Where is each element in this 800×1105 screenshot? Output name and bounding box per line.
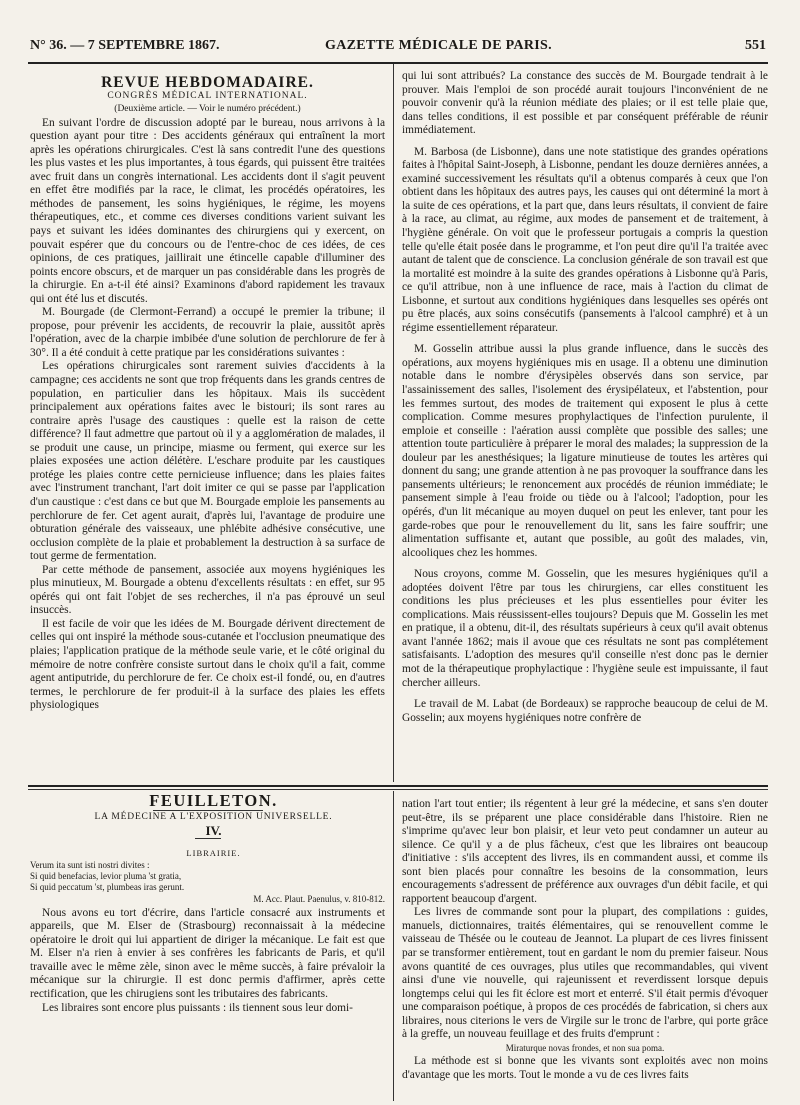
revue-paragraph: M. Barbosa (de Lisbonne), dans une note statistique des grandes opérations faites à l'hôpital Saint-Joseph, à Lisbonne, pendant les douze dernières années, a examiné successivement les résultats qu'il a obtenus comparés à ceux que l'on obtient dans les hôpitaux des autres pays, les causes qui ont déterminé la mort à la suite de ces opérations, et la part que, dans leurs résultats, il convient de faire à la race, au climat, au régime, aux modes de pansement et de traitement, à l'hygiène générale. On voit que le professeur portugais a compris la question telle qu'elle était posée dans le programme, et l'on peut dire qu'il l'a traitée avec autant de talent que de conscience. La conclusion générale de son travail est que la mortalité est moindre à la suite des grandes opérations à Lisbonne qu'à Paris, ce qu'il attribue, non à une influence de race, mais à l'action du climat de Lisbonne, et surtout aux conditions hygiéniques dans lesquelles ses opérés ont pu être placés, aux soins consécutifs (pansements à l'alcool camphré) et à un régime essentiellement réparateur. — [402, 145, 768, 334]
column-divider — [393, 64, 394, 782]
feuilleton-paragraph: Les livres de commande sont pour la plupart, des compilations : guides, manuels, dictionnaires, traités élémentaires, qui se renouvellent comme le vaisseau de Thésée ou le couteau de Jeannot. La plupart de ces livres finissent par se transformer entièrement, tout en gardant le nom du premier faiseur. Nous avons quantité de ces ouvrages, plus utiles que recommandables, qui vivent ainsi d'une vie nouvelle, qui rajeunissent et reverdissent lorsque depuis longtemps celui qui les fit éclore est mort et enterré. S'il était permis d'évoquer une comparaison poétique, à propos de ces procédés de fabrication, si chers aux libraires, nous citerions le vers de Virgile sur le tronc de l'arbre, qui porte grâce à la greffe, un nouveau feuillage et des fruits d'emprunt : — [402, 906, 768, 1041]
feuilleton-section: LA MÉDECINE A L'EXPOSITION UNIVERSELLE. — [94, 811, 333, 822]
feuilleton-left-column — [30, 794, 385, 1099]
revue-note: (Deuxième article. — Voir le numéro précédent.) — [114, 104, 301, 115]
feuilleton-paragraph: Nous avons eu tort d'écrire, dans l'article consacré aux instruments et appareils, que M. Elser de (Strasbourg) reconnaissait à la médecine opératoire le droit qui lui appartient de diriger la mécanique. Le fait est que M. Elser n'a rien à envier à ses confrères les fabricants de Paris, et qu'il travaille avec le même zèle, sinon avec le même succès, à faire prévaloir la mécanique sur la chirurgie. Il est donc permis d'affirmer, après cette rectification, que les chirugiens sont les tributaires des fabricants. — [30, 906, 385, 1001]
feuilleton-subtitle: LIBRAIRIE. — [186, 847, 241, 858]
feuilleton-number: IV. — [205, 823, 222, 839]
column-divider-bottom — [393, 791, 394, 1101]
revue-paragraph: M. Gosselin attribue aussi la plus grande influence, dans le succès des opérations, aux moyens hygiéniques mis en usage. Il a obtenu une diminution notable dans le nombre d'érysipèles observés dans son service, par l'assainissement des salles, l'isolement des érysipélateux, et l'abstention, pour les femmes surtout, des modes de traitement qui exposent le plus à cette complication. Comme mesures prophylactiques de l'infection purulente, il emploie et conseille : l'aération aussi complète que possible des salles; une attention toute particulière à préparer le moral des malades; la suppression de la douleur par les anesthésiques; la ligature minutieuse de toutes les artères qui donnent du sang; une grande attention à ne pas provoquer la souffrance dans les pansements ultérieurs; le renoncement aux procédés de réunion immédiate; le pansement simple à l'eau froide ou tiède ou à l'alcool; l'adoption, pour les opérés, d'un lit mécanique au moyen duquel on peut les enlever, tant pour les garde-robes que pour le renouvellement du lit, sans les faire souffrir; une alimentation suffisante et, autant que possible, au goût des malades, vin, alcooliques chez les hommes. — [402, 343, 768, 559]
epigraph-source: M. Acc. Plaut. Paenulus, v. 810-812. — [253, 894, 385, 905]
revue-paragraph: En suivant l'ordre de discussion adopté par le bureau, nous arrivons à la question ayant pour titre : Des accidents généraux qui entraînent la mort après les opérations chirurgicales. C'est là sans contredit l'une des questions les plus vastes et les plus importantes, à tous égards, qui puissent être traitées avec fruit dans un congrès international. Les accidents dont il s'agit peuvent en effet être modifiés par la race, le climat, les procédés opératoires, les méthodes de pansement, les soins hygiéniques, le régime, les moyens thérapeutiques, etc., et comme ces diverses conditions varient suivant les pays et suivant les idées dominantes des chirurgiens qui y exercent, on pouvait espérer que du concours ou de l'entre-choc de ces idées, de ces opinions, de ces pratiques, jaillirait une étincelle capable d'illuminer des points encore obscurs, et de marquer un pas considérable dans les progrès de la chirurgie. En a-t-il été ainsi? Examinons d'abord rapidement les travaux qui ont été lus et discutés. — [30, 116, 385, 305]
feuilleton-paragraph: nation l'art tout entier; ils régentent à leur gré la médecine, et sans s'en douter peut-être, ils se préparent une place considérable dans l'histoire. Rien ne s'imprime qu'avec leur bon plaisir, et leur veto peut condamner un auteur au silence. Ce qu'il y a de plus fâcheux, c'est que les libraires ont beaucoup d'initiative : s'ils acceptent des livres, ils en commandent aussi, et comme ils sont bien placés pour connaître les besoins de la consommation, leurs encouragements s'adressent de préférence aux ouvrages d'un débit facile, et qui rapportent beaucoup d'argent. — [402, 798, 768, 905]
virgil-quote: Miraturque novas frondes, et non sua poma. — [505, 1042, 665, 1053]
feuilleton-paragraph: La méthode est si bonne que les vivants sont exploités avec non moins d'avantage que les morts. Tout le monde a vu de ces livres faits — [402, 1055, 768, 1081]
feuilleton-paragraph: Les libraires sont encore plus puissants : ils tiennent sous leur domi- — [42, 1001, 353, 1014]
epigraph-line: Si quid benefacias, levior pluma 'st gratia, — [30, 871, 182, 882]
revue-paragraph: Le travail de M. Labat (de Bordeaux) se rapproche beaucoup de celui de M. Gosselin; aux moyens hygiéniques notre confrère de — [402, 698, 768, 724]
page-number: 551 — [745, 38, 766, 53]
feuilleton-title: FEUILLETON. — [149, 794, 278, 810]
page-header — [30, 38, 766, 62]
header-rule — [28, 62, 768, 64]
revue-paragraph: Nous croyons, comme M. Gosselin, que les mesures hygiéniques qu'il a adoptées doivent l'être par tous les chirurgiens, car elles constituent les conditions les plus précieuses et les plus essentielles pour éviter les complications. Mais réussissent-elles toujours? Depuis que M. Gosselin les met en pratique, il a obtenu, dit-il, des résultats supérieurs à ceux qu'il avait obtenus avant l'année 1862; mais il avoue que ces résultats ne sont pas complétement satisfaisants. L'adoption des mesures qu'il conseille n'est donc pas le dernier mot de la thérapeutique prophylactique : l'hygiène seule est impuissante, il faut chercher ailleurs. — [402, 568, 768, 689]
issue-date: N° 36. — 7 SEPTEMBRE 1867. — [30, 38, 220, 53]
epigraph-line: Verum ita sunt isti nostri divites : — [30, 860, 150, 871]
revue-paragraph: M. Bourgade (de Clermont-Ferrand) a occupé le premier la tribune; il propose, pour prévenir les accidents, de recouvrir la plaie, aussitôt après l'opération, avec de la charpie imbibée d'une solution de perchlorure de fer à 30°. Il a été conduit à cette pratique par les considérations suivantes : — [30, 306, 385, 359]
revue-right-column — [402, 70, 768, 782]
epigraph-line: Si quid peccatum 'st, plumbeas iras gerunt. — [30, 882, 185, 893]
revue-title: REVUE HEBDOMADAIRE. — [101, 76, 314, 91]
section-rule — [28, 785, 768, 787]
journal-title: GAZETTE MÉDICALE DE PARIS. — [325, 38, 552, 53]
revue-paragraph: Il est facile de voir que les idées de M. Bourgade dérivent directement de celles qui ont inspiré la méthode sous-cutanée et l'occlusion pneumatique des plaies; l'application pratique de la méthode seule varie, et le côté original du mémoire de notre confrère consiste surtout dans le choix qu'il a fait, comme agent antiputride, du perchlorure de fer. Ce choix est-il fondé, ou, en d'autres termes, le perchlorure de fer produit-il à la surface des plaies les effets physiologiques — [30, 617, 385, 712]
feuilleton-right-column — [402, 798, 768, 1099]
revue-paragraph: Les opérations chirurgicales sont rarement suivies d'accidents à la campagne; ces accidents ne sont que trop fréquents dans les grands centres de population, en particulier dans les hôpitaux. Mais ils succèdent principalement aux opérations faites avec le bistouri; ils sont rares au contraire après l'usage des caustiques : quelle est la raison de cette différence? Il faut admettre que partout où il y a agglomération de malades, il se produit une cause, un principe, miasme ou ferment, qui exerce sur les plaies exposées une action délétère. L'eschare produite par les caustiques protége les plaies contre cette pernicieuse influence; dans les plaies faites avec l'instrument tranchant, l'art doit imiter ce qui se passe par l'application d'un caustique : c'est dans ce but que M. Bourgade emploie les pansements au perchlorure de fer. Cet agent aurait, d'après lui, l'avantage de produire une obturation générale des vaisseaux, une phlébite adhésive consécutive, une occlusion complète de la plaie et probablement la destruction à sa surface de tout germe de fermentation. — [30, 360, 385, 563]
section-rule-thin — [28, 789, 768, 790]
revue-subtitle: CONGRÈS MÉDICAL INTERNATIONAL. — [107, 90, 308, 101]
revue-paragraph: Par cette méthode de pansement, associée aux moyens hygiéniques les plus minutieux, M. Bourgade a obtenu d'excellents résultats : en effet, sur 95 opérés qui ont fait l'objet de ses recherches, il n'a pas éprouvé un seul insuccès. — [30, 563, 385, 617]
revue-paragraph: qui lui sont attribués? La constance des succès de M. Bourgade tendrait à le prouver. Mais l'emploi de son procédé aurait toujours l'inconvénient de ne pouvoir convenir qu'à la réunion médiate des plaies; or il est telle plaie que, dans telles conditions, il est possible et par conséquent préférable de réunir immédiatement. — [402, 70, 768, 137]
revue-left-column — [30, 76, 385, 781]
